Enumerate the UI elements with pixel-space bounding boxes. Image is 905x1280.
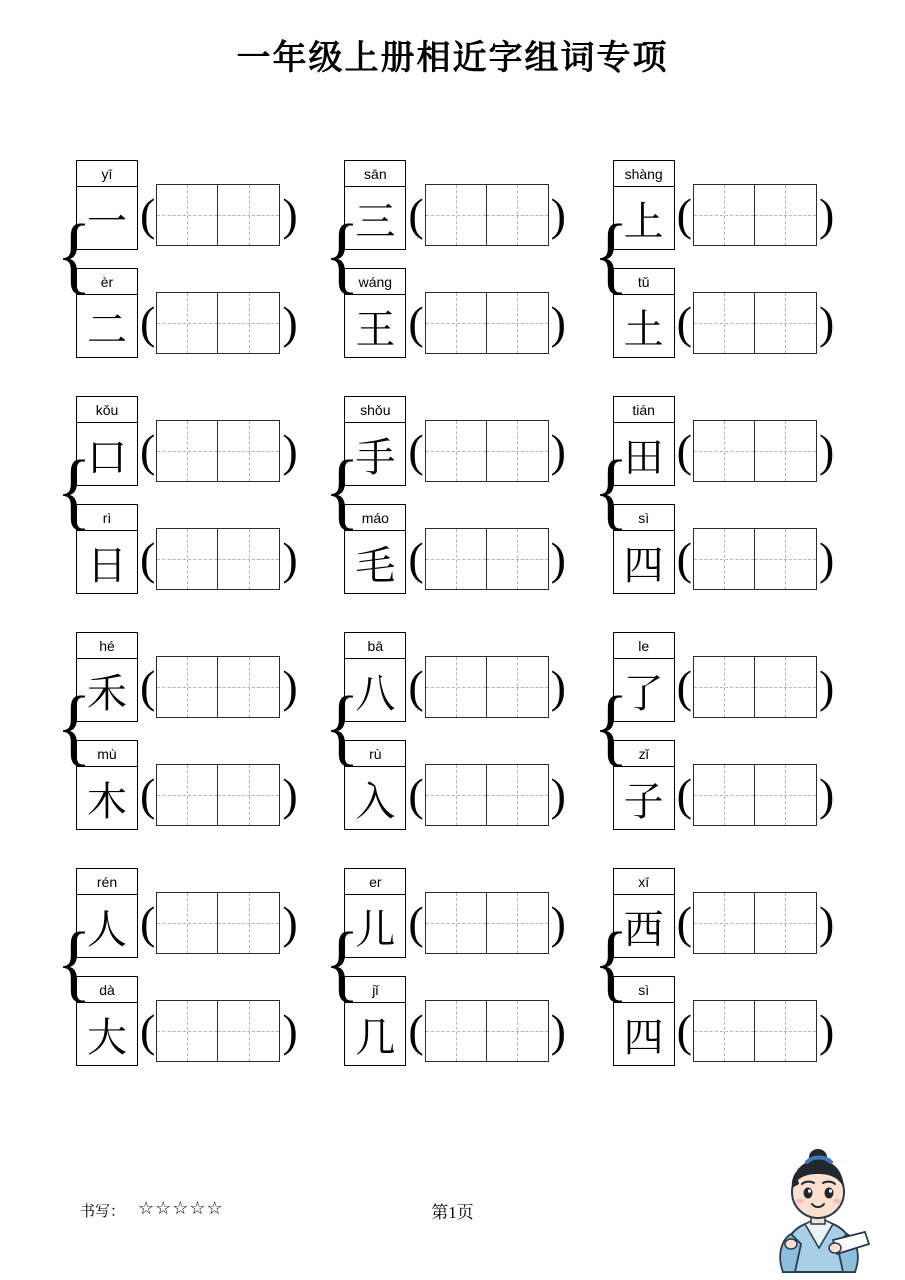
exercise-item	[344, 494, 567, 594]
answer-writing-grid[interactable]	[156, 292, 280, 354]
exercise-item	[76, 150, 299, 250]
brace-group-7	[55, 622, 323, 830]
hanzi-character: 八	[355, 670, 396, 716]
answer-writing-grid[interactable]	[156, 528, 280, 590]
brace-icon: {	[324, 205, 360, 302]
exercise-item	[76, 730, 299, 830]
pinyin-label: tián	[614, 397, 674, 423]
writing-cell[interactable]	[218, 892, 280, 954]
right-paren: )	[282, 533, 298, 584]
hanzi-character: 毛	[355, 542, 396, 588]
answer-writing-grid[interactable]	[156, 892, 280, 954]
writing-cell[interactable]	[693, 184, 755, 246]
answer-writing-grid[interactable]	[693, 1000, 817, 1062]
left-paren: (	[408, 897, 424, 948]
exercise-item	[613, 730, 836, 830]
pinyin-label: le	[614, 633, 674, 659]
right-paren: )	[550, 897, 566, 948]
writing-cell[interactable]	[156, 1000, 218, 1062]
answer-writing-grid[interactable]	[156, 1000, 280, 1062]
right-paren: )	[818, 661, 835, 712]
answer-writing-grid[interactable]	[425, 528, 549, 590]
pinyin-label: kǒu	[77, 397, 137, 423]
writing-cell[interactable]	[156, 528, 218, 590]
writing-cell[interactable]	[218, 528, 280, 590]
right-paren: )	[550, 425, 566, 476]
left-paren: (	[676, 661, 692, 712]
brace-group-12	[592, 858, 860, 1066]
left-paren: (	[408, 189, 424, 240]
right-paren: )	[550, 769, 566, 820]
writing-cell[interactable]	[156, 656, 218, 718]
brace-group-10	[55, 858, 323, 1066]
exercise-item	[613, 258, 836, 358]
exercise-item	[613, 858, 836, 958]
left-paren: (	[408, 661, 424, 712]
pinyin-label: yī	[77, 161, 137, 187]
writing-cell[interactable]	[755, 764, 817, 826]
pinyin-label: dà	[77, 977, 137, 1003]
answer-writing-grid[interactable]	[156, 420, 280, 482]
hanzi-character: 二	[87, 306, 127, 352]
hanzi-character: 手	[355, 434, 396, 480]
exercise-item	[613, 494, 836, 594]
brace-group-8	[323, 622, 591, 830]
writing-cell[interactable]	[156, 292, 218, 354]
writing-cell[interactable]	[218, 292, 280, 354]
answer-writing-grid[interactable]	[156, 764, 280, 826]
pinyin-label: máo	[345, 505, 405, 531]
brace-icon: {	[593, 913, 629, 1010]
exercise-item	[613, 622, 836, 722]
exercise-item	[344, 730, 567, 830]
hanzi-character: 西	[623, 906, 664, 952]
writing-cell[interactable]	[487, 892, 549, 954]
left-paren: (	[676, 897, 692, 948]
brace-icon: {	[56, 205, 92, 302]
pinyin-label: mù	[77, 741, 137, 767]
pinyin-label: èr	[77, 269, 137, 295]
brace-icon: {	[593, 677, 629, 774]
exercise-item	[76, 258, 299, 358]
writing-cell[interactable]	[218, 420, 280, 482]
writing-cell[interactable]	[755, 184, 817, 246]
writing-cell[interactable]	[693, 656, 755, 718]
writing-cell[interactable]	[425, 892, 487, 954]
hanzi-character: 日	[87, 542, 127, 588]
right-paren: )	[282, 661, 298, 712]
brace-group-5	[323, 386, 591, 594]
brace-icon: {	[56, 913, 92, 1010]
answer-writing-grid[interactable]	[425, 1000, 549, 1062]
left-paren: (	[676, 425, 692, 476]
hanzi-character: 大	[87, 1014, 127, 1060]
hanzi-character: 一	[87, 198, 127, 244]
writing-cell[interactable]	[487, 184, 549, 246]
answer-writing-grid[interactable]	[425, 656, 549, 718]
writing-cell[interactable]	[218, 656, 280, 718]
pinyin-label: bā	[345, 633, 405, 659]
exercise-row	[55, 858, 860, 1066]
writing-cell[interactable]	[425, 1000, 487, 1062]
writing-cell[interactable]	[487, 528, 549, 590]
writing-cell[interactable]	[218, 764, 280, 826]
writing-cell[interactable]	[425, 656, 487, 718]
answer-writing-grid[interactable]	[156, 656, 280, 718]
left-paren: (	[408, 425, 424, 476]
hanzi-character: 人	[87, 906, 127, 952]
exercise-item	[344, 622, 567, 722]
pinyin-label: shǒu	[345, 397, 405, 423]
answer-writing-grid[interactable]	[156, 184, 280, 246]
hanzi-character: 了	[623, 670, 664, 716]
hanzi-character: 入	[355, 778, 396, 824]
left-paren: (	[676, 1005, 692, 1056]
brace-icon: {	[56, 677, 92, 774]
writing-cell[interactable]	[693, 764, 755, 826]
left-paren: (	[676, 533, 692, 584]
brace-group-11	[323, 858, 591, 1066]
right-paren: )	[282, 769, 298, 820]
writing-cell[interactable]	[156, 420, 218, 482]
exercise-item	[76, 858, 299, 958]
writing-cell[interactable]	[156, 184, 218, 246]
answer-writing-grid[interactable]	[693, 292, 817, 354]
left-paren: (	[676, 297, 692, 348]
left-paren: (	[140, 189, 156, 240]
mascot-illustration	[747, 1144, 887, 1274]
hanzi-character: 木	[87, 778, 127, 824]
hanzi-character: 四	[623, 1014, 664, 1060]
right-paren: )	[818, 297, 835, 348]
exercise-row	[55, 622, 860, 830]
hanzi-character: 子	[623, 778, 664, 824]
brace-group-9	[592, 622, 860, 830]
right-paren: )	[550, 533, 566, 584]
writing-cell[interactable]	[218, 184, 280, 246]
writing-cell[interactable]	[755, 420, 817, 482]
writing-cell[interactable]	[487, 420, 549, 482]
answer-writing-grid[interactable]	[425, 892, 549, 954]
left-paren: (	[408, 769, 424, 820]
writing-cell[interactable]	[693, 292, 755, 354]
pinyin-label: shàng	[614, 161, 674, 187]
hanzi-character: 三	[355, 198, 396, 244]
left-paren: (	[140, 1005, 156, 1056]
left-paren: (	[408, 297, 424, 348]
hanzi-character: 几	[355, 1014, 396, 1060]
brace-icon: {	[324, 441, 360, 538]
writing-cell[interactable]	[693, 528, 755, 590]
pinyin-label: hé	[77, 633, 137, 659]
brace-icon: {	[593, 441, 629, 538]
brace-group-3	[592, 150, 860, 358]
exercise-row	[55, 386, 860, 594]
right-paren: )	[282, 297, 298, 348]
brace-icon: {	[56, 441, 92, 538]
right-paren: )	[818, 897, 835, 948]
hanzi-character: 王	[355, 306, 396, 352]
exercise-item	[613, 150, 836, 250]
writing-cell[interactable]	[425, 184, 487, 246]
hanzi-character: 儿	[355, 906, 396, 952]
writing-cell[interactable]	[425, 764, 487, 826]
writing-cell[interactable]	[487, 764, 549, 826]
writing-cell[interactable]	[425, 420, 487, 482]
writing-cell[interactable]	[755, 292, 817, 354]
writing-cell[interactable]	[693, 892, 755, 954]
answer-writing-grid[interactable]	[693, 892, 817, 954]
pinyin-label: rù	[345, 741, 405, 767]
answer-writing-grid[interactable]	[693, 184, 817, 246]
left-paren: (	[676, 769, 692, 820]
writing-cell[interactable]	[487, 656, 549, 718]
pinyin-label: wáng	[345, 269, 405, 295]
pinyin-label: er	[345, 869, 405, 895]
hanzi-character: 田	[623, 434, 664, 480]
pinyin-label: sān	[345, 161, 405, 187]
pinyin-label: jǐ	[345, 977, 405, 1003]
writing-cell[interactable]	[218, 1000, 280, 1062]
pinyin-label: rì	[77, 505, 137, 531]
left-paren: (	[140, 297, 156, 348]
writing-cell[interactable]	[693, 420, 755, 482]
left-paren: (	[140, 533, 156, 584]
right-paren: )	[550, 189, 566, 240]
hanzi-character: 上	[623, 198, 664, 244]
hanzi-character: 土	[623, 306, 664, 352]
writing-cell[interactable]	[755, 656, 817, 718]
left-paren: (	[140, 769, 156, 820]
brace-group-2	[323, 150, 591, 358]
exercise-item	[76, 966, 299, 1066]
left-paren: (	[408, 533, 424, 584]
right-paren: )	[550, 297, 566, 348]
answer-writing-grid[interactable]	[425, 292, 549, 354]
right-paren: )	[550, 661, 566, 712]
brace-group-4	[55, 386, 323, 594]
hanzi-character: 口	[87, 434, 127, 480]
right-paren: )	[282, 897, 298, 948]
answer-writing-grid[interactable]	[425, 184, 549, 246]
left-paren: (	[408, 1005, 424, 1056]
pinyin-label: sì	[614, 977, 674, 1003]
page-number: 第1页	[431, 1203, 474, 1222]
brace-icon: {	[593, 205, 629, 302]
exercise-item	[76, 622, 299, 722]
right-paren: )	[550, 1005, 566, 1056]
right-paren: )	[818, 533, 835, 584]
exercise-item	[76, 386, 299, 486]
pinyin-label: xī	[614, 869, 674, 895]
left-paren: (	[140, 897, 156, 948]
writing-cell[interactable]	[156, 764, 218, 826]
exercise-item	[344, 966, 567, 1066]
right-paren: )	[818, 1005, 835, 1056]
writing-cell[interactable]	[487, 292, 549, 354]
answer-writing-grid[interactable]	[693, 420, 817, 482]
page-title: 一年级上册相近字组词专项	[236, 40, 669, 77]
answer-writing-grid[interactable]	[693, 656, 817, 718]
right-paren: )	[818, 189, 835, 240]
writing-cell[interactable]	[755, 1000, 817, 1062]
exercise-item	[344, 858, 567, 958]
exercise-item	[344, 150, 567, 250]
writing-cell[interactable]	[425, 528, 487, 590]
right-paren: )	[818, 425, 835, 476]
exercise-item	[76, 494, 299, 594]
writing-score-label: 书写：	[80, 1204, 126, 1220]
star-rating[interactable]: ☆☆☆☆☆	[138, 1198, 224, 1218]
answer-writing-grid[interactable]	[693, 528, 817, 590]
pinyin-label: sì	[614, 505, 674, 531]
hanzi-character: 四	[623, 542, 664, 588]
brace-icon: {	[324, 913, 360, 1010]
right-paren: )	[282, 1005, 298, 1056]
writing-cell[interactable]	[156, 892, 218, 954]
exercise-item	[344, 258, 567, 358]
answer-writing-grid[interactable]	[425, 764, 549, 826]
answer-writing-grid[interactable]	[425, 420, 549, 482]
writing-cell[interactable]	[755, 528, 817, 590]
pinyin-label: zǐ	[614, 741, 674, 767]
left-paren: (	[140, 425, 156, 476]
hanzi-character: 禾	[87, 670, 127, 716]
answer-writing-grid[interactable]	[693, 764, 817, 826]
writing-cell[interactable]	[755, 892, 817, 954]
right-paren: )	[282, 189, 298, 240]
writing-cell[interactable]	[693, 1000, 755, 1062]
pinyin-label: rén	[77, 869, 137, 895]
writing-cell[interactable]	[425, 292, 487, 354]
right-paren: )	[818, 769, 835, 820]
brace-icon: {	[324, 677, 360, 774]
pinyin-label: tǔ	[614, 269, 674, 295]
exercise-grid	[55, 150, 860, 1094]
exercise-item	[613, 386, 836, 486]
exercise-item	[613, 966, 836, 1066]
brace-group-6	[592, 386, 860, 594]
exercise-row	[55, 150, 860, 358]
left-paren: (	[676, 189, 692, 240]
exercise-item	[344, 386, 567, 486]
brace-group-1	[55, 150, 323, 358]
left-paren: (	[140, 661, 156, 712]
writing-cell[interactable]	[487, 1000, 549, 1062]
right-paren: )	[282, 425, 298, 476]
